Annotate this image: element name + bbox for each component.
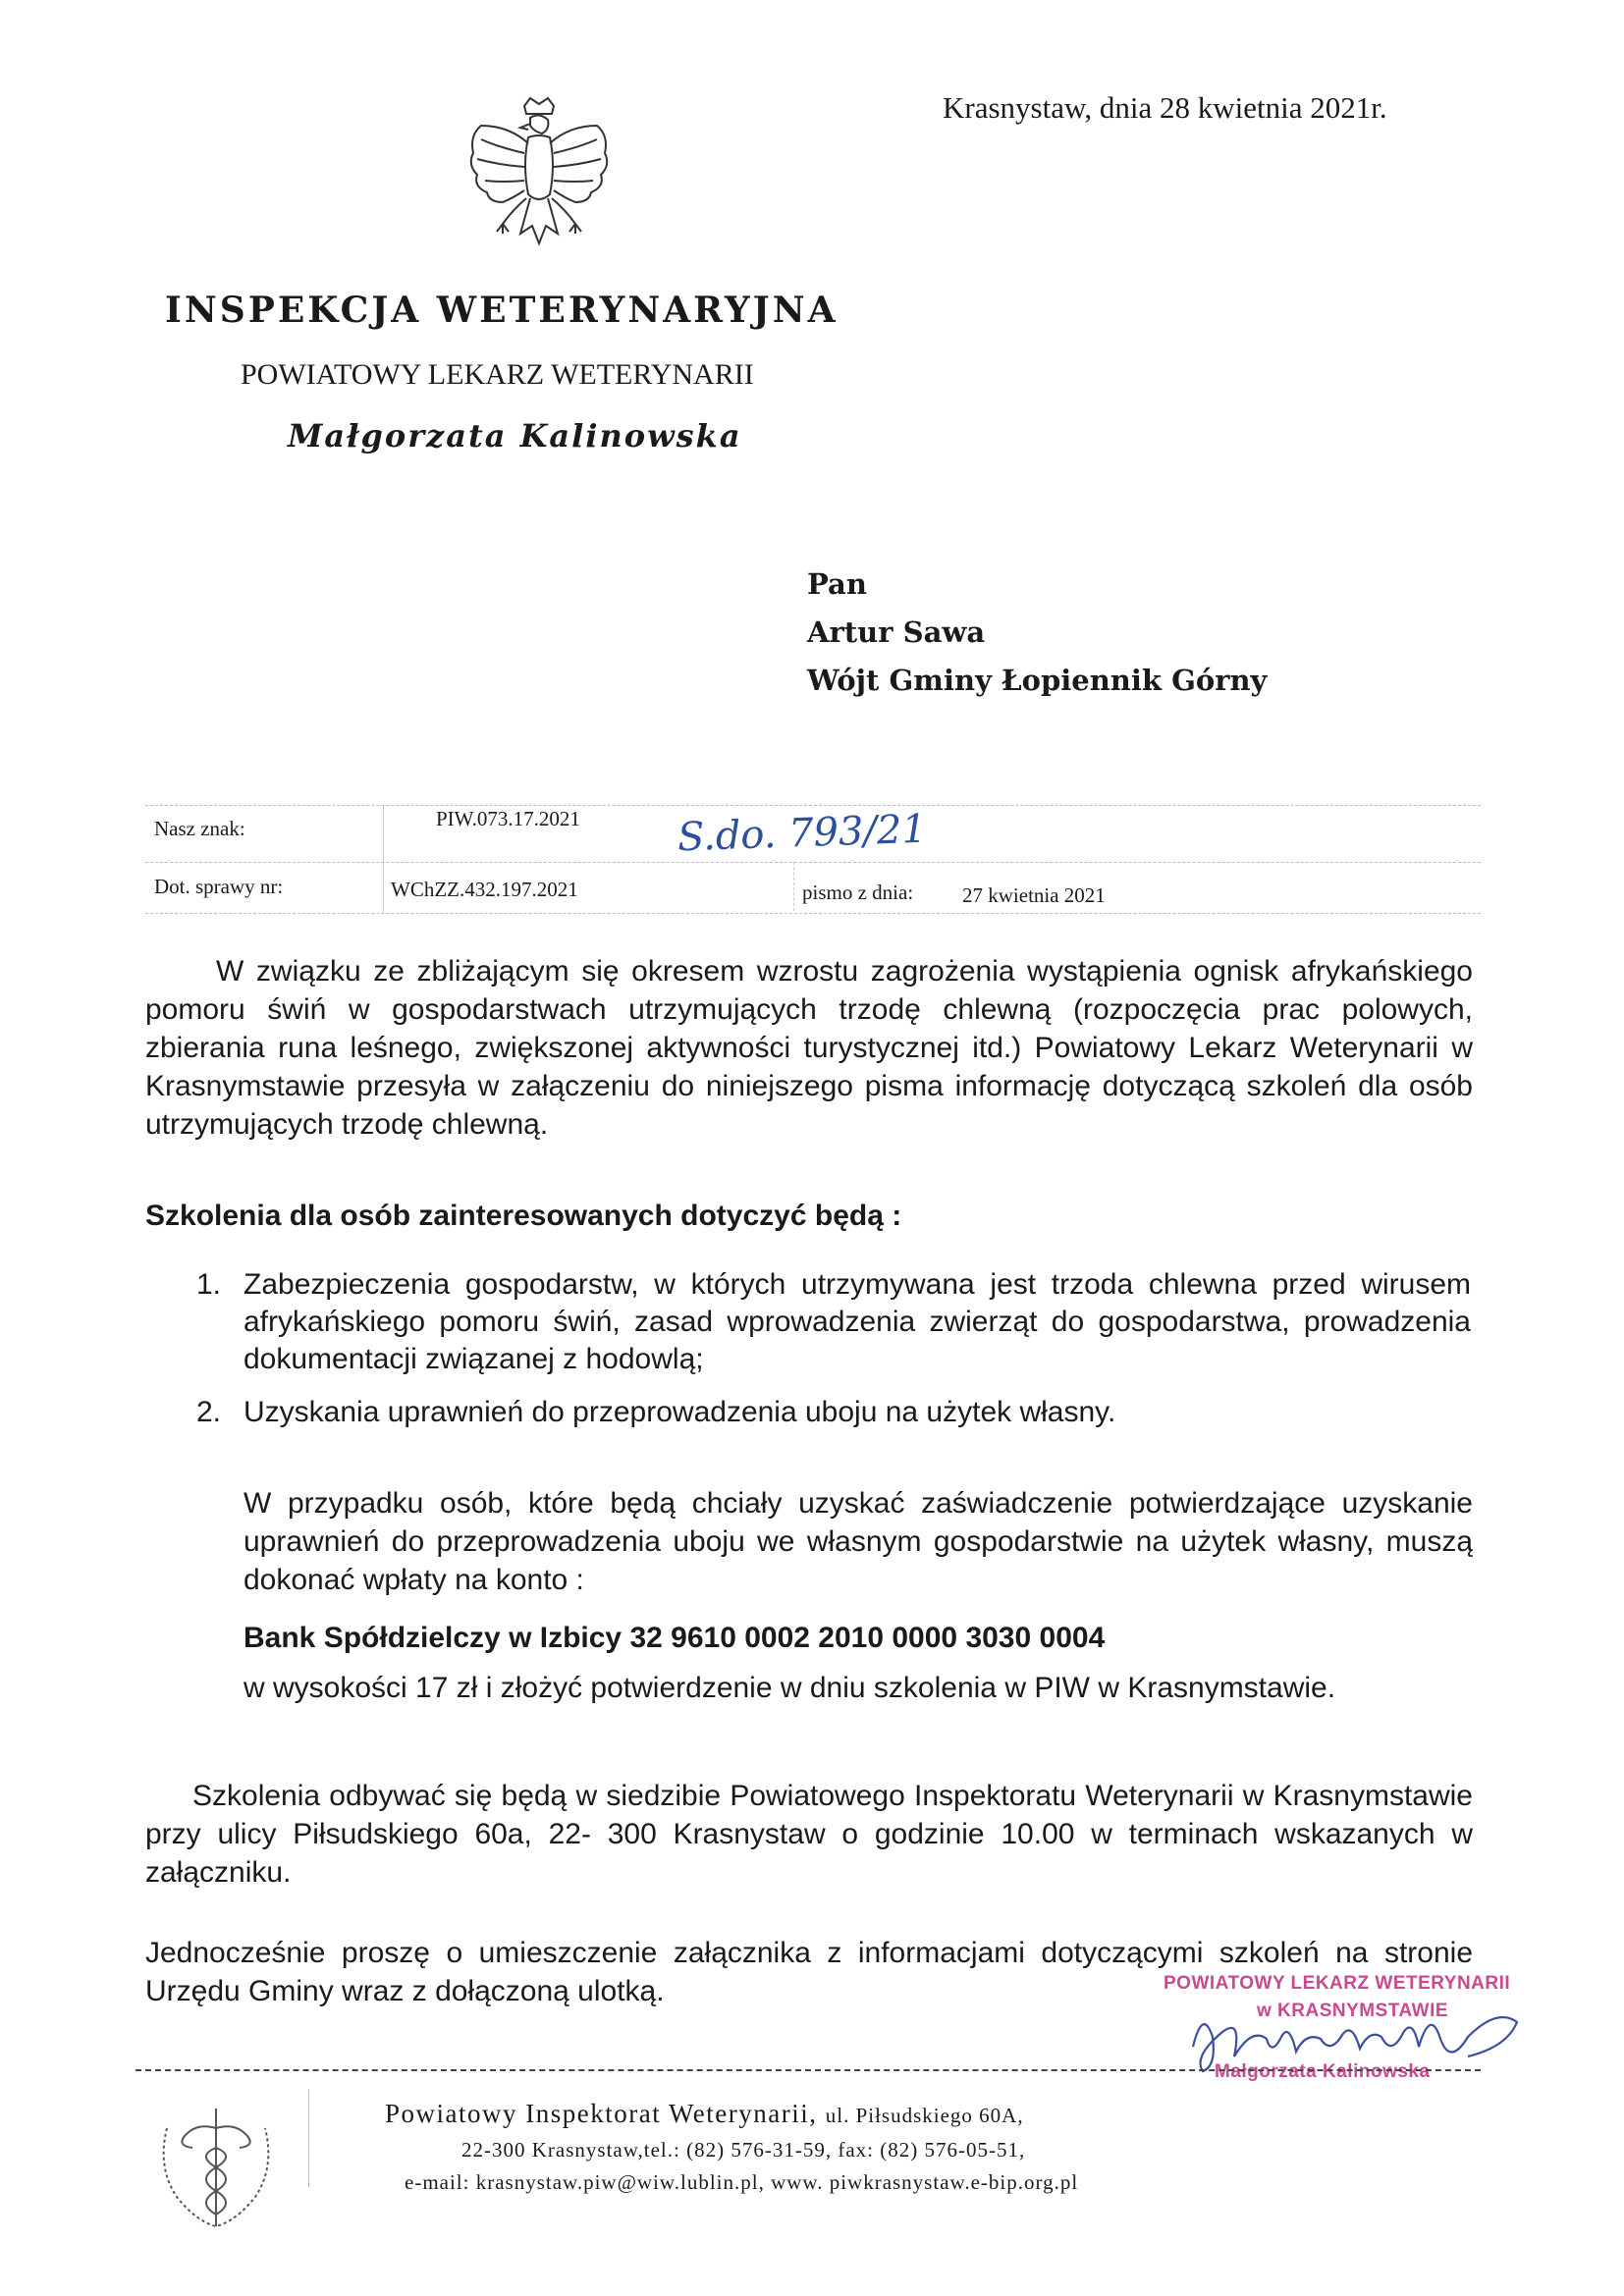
footer-organization <box>385 2099 1024 2129</box>
official-name: Małgorzata Kalinowska <box>288 417 742 454</box>
footer-vertical-divider <box>308 2089 309 2187</box>
request-paragraph: Jednocześnie proszę o umieszczenie załącznika z informacjami dotyczącymi szkoleń na stronie Urzędu Gminy wraz z dołączoną ulotką. <box>145 1937 1473 2007</box>
letter-date: Krasnystaw, dnia 28 kwietnia 2021r. <box>943 90 1387 125</box>
letter-date-value: 27 kwietnia 2021 <box>962 883 1106 907</box>
stamp-name: Małgorzata Kalinowska <box>1215 2061 1431 2082</box>
intro-paragraph: W związku ze zbliżającym się okresem wzrostu zagrożenia wystąpienia ognisk afrykańskiego pomoru świń w gospodarstwach utrzymujących trzodę chlewną (rozpoczęcia prac polowych, zbierania runa leśnego, zwiększonej aktywności turystycznej itd.) Powiatowy Lekarz Weterynarii w Krasnymstawie przesyła w załączeniu do niniejszego pisma informację dotyczącą szkoleń dla osób utrzymujących trzodę chlewną. <box>145 955 1473 1141</box>
list-item-number: 2. <box>196 1396 222 1428</box>
stamp-location: w KRASNYMSTAWIE <box>1257 2001 1449 2021</box>
bank-account: Bank Spółdzielczy w Izbicy 32 9610 0002 2010 0000 3030 0004 <box>244 1622 1106 1654</box>
addressee-title: Wójt Gminy Łopiennik Górny <box>807 664 1268 697</box>
reference-column-divider <box>793 862 794 911</box>
case-number-value: WChZZ.432.197.2021 <box>391 878 578 901</box>
footer-org-name: Powiatowy Inspektorat Weterynarii, <box>385 2099 818 2128</box>
footer-divider <box>135 2069 1481 2071</box>
list-item-text: Zabezpieczenia gospodarstw, w których utrzymywana jest trzoda chlewna przed wirusem afrykańskiego pomoru świń, zasad wprowadzenia zwierząt do gospodarstwa, prowadzenia dokumentacji związanej z hodowlą; <box>244 1268 1471 1375</box>
footer-address: ul. Piłsudskiego 60A, <box>825 2104 1024 2127</box>
list-item-number: 1. <box>196 1268 222 1301</box>
office-name: POWIATOWY LEKARZ WETERYNARII <box>241 358 754 391</box>
addressee-salutation: Pan <box>807 567 867 601</box>
list-item <box>196 1394 1473 1433</box>
location-paragraph: Szkolenia odbywać się będą w siedzibie Powiatowego Inspektoratu Weterynarii w Krasnymstawie przy ulicy Piłsudskiego 60a, 22- 300 Krasnystaw o godzinie 10.00 w terminach wskazanych w załączniku. <box>145 1780 1473 1889</box>
case-number-label: Dot. sprawy nr: <box>154 875 284 898</box>
reference-divider <box>145 805 1481 806</box>
footer-contact-phone: 22-300 Krasnystaw,tel.: (82) 576-31-59, fax: (82) 576-05-51, <box>461 2138 1026 2162</box>
list-item <box>196 1266 1473 1384</box>
veterinary-caduceus-icon <box>137 2089 295 2246</box>
letter-date-label: pismo z dnia: <box>802 881 914 904</box>
reference-divider <box>145 913 1481 914</box>
our-ref-value: PIW.073.17.2021 <box>436 807 580 830</box>
institution-name: INSPEKCJA WETERYNARYJNA <box>165 290 839 331</box>
polish-eagle-emblem <box>460 96 619 265</box>
stamp-title: POWIATOWY LEKARZ WETERYNARII <box>1164 1973 1511 1994</box>
handwritten-registry-note: S.do. 793/21 <box>677 806 928 861</box>
reference-divider <box>145 862 1481 863</box>
list-item-text: Uzyskania uprawnień do przeprowadzenia uboju na użytek własny. <box>244 1396 1116 1428</box>
footer-contact-web: e-mail: krasnystaw.piw@wiw.lublin.pl, www. piwkrasnystaw.e-bip.org.pl <box>405 2170 1079 2194</box>
amount-paragraph: w wysokości 17 zł i złożyć potwierdzenie w dniu szkolenia w PIW w Krasnymstawie. <box>244 1672 1336 1704</box>
our-ref-label: Nasz znak: <box>154 817 245 840</box>
reference-column-divider <box>383 805 384 913</box>
training-heading: Szkolenia dla osób zainteresowanych dotyczyć będą : <box>145 1200 902 1232</box>
payment-paragraph: W przypadku osób, które będą chciały uzyskać zaświadczenie potwierdzające uzyskanie uprawnień do przeprowadzenia uboju we własnym gospodarstwie na użytek własny, muszą dokonać wpłaty na konto : <box>244 1487 1473 1596</box>
addressee-name: Artur Sawa <box>807 615 986 649</box>
